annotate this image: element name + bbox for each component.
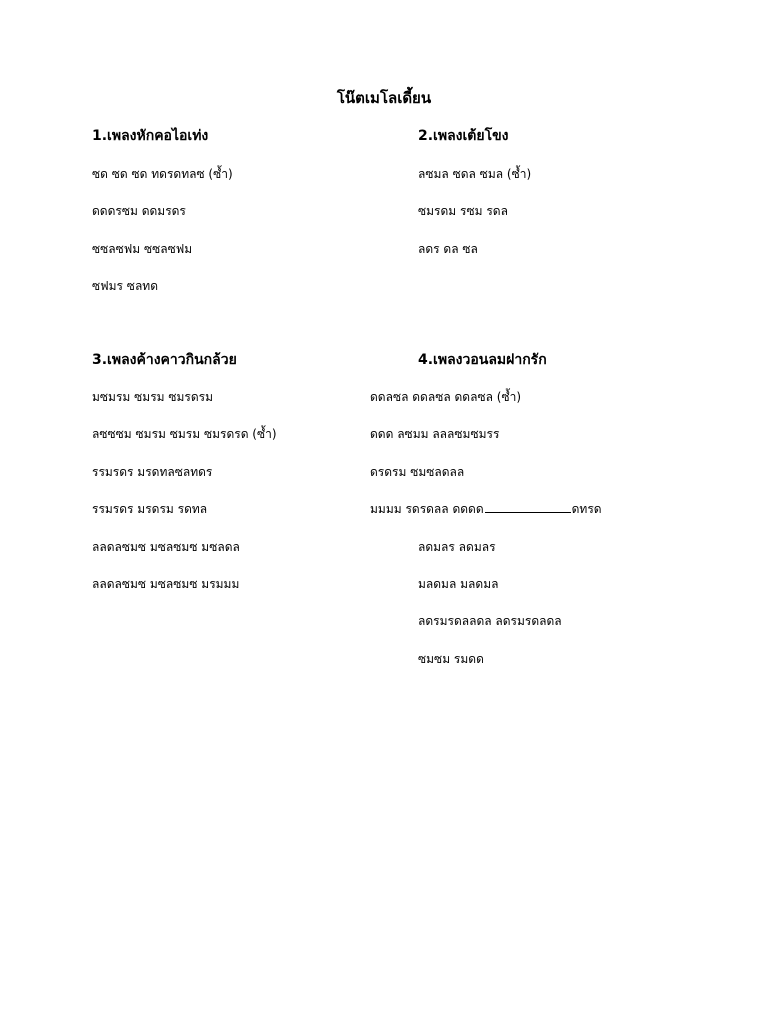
song-4-line-with-blank — [370, 500, 602, 518]
song-4-line: ซมซม รมดด — [418, 652, 484, 666]
song-1-heading: 1.เพลงหักคอไอเท่ง — [92, 128, 209, 144]
song-3-line: มซมรม ซมรม ซมรดรม — [92, 390, 214, 404]
song-1-line: ซซลซฟม ซซลซฟม — [92, 242, 193, 256]
song-3-line: ลลดลซมซ มซลซมซ มรมมม — [92, 577, 240, 591]
song-4-line: ลดมลร ลดมลร — [418, 540, 496, 554]
song-2-line: ซมรดม รซม รดล — [418, 204, 508, 218]
song-3-heading: 3.เพลงค้างคาวกินกล้วย — [92, 352, 237, 368]
song-4-line: ลดรมรดลลดล ลดรมรดลดล — [418, 614, 562, 628]
fill-in-blank-underline — [485, 500, 571, 513]
song-4-line: มลดมล มลดมล — [418, 577, 499, 591]
song-4-line-text: มมมม รดรดลล ดดดด — [370, 502, 484, 516]
song-3-line: ลซซซม ซมรม ซมรม ซมรดรด (ซ้ำ) — [92, 427, 277, 441]
song-1-line: ดดดรซม ดดมรดร — [92, 204, 186, 218]
song-1-line: ซด ซด ซด ทดรดทลซ (ซ้ำ) — [92, 167, 233, 181]
song-4-line: ดดด ลซมม ลลลซมซมรร — [370, 427, 500, 441]
song-2-line: ลดร ดล ซล — [418, 242, 478, 256]
song-2-heading: 2.เพลงเต้ยโขง — [418, 128, 509, 144]
song-3-line: รรมรดร มรดทลซลทดร — [92, 465, 213, 479]
song-4-line-text-after-blank: ดทรด — [571, 502, 602, 516]
song-4-heading: 4.เพลงวอนลมฝากรัก — [418, 352, 547, 368]
song-4-line: ดรดรม ซมซลดลล — [370, 465, 465, 479]
song-3-line: ลลดลซมซ มซลซมซ มซลดล — [92, 540, 240, 554]
song-3-line: รรมรดร มรดรม รดทล — [92, 502, 208, 516]
song-4-line: ดดลซล ดดลซล ดดลซล (ซ้ำ) — [370, 390, 522, 404]
page-title: โน๊ตเมโลเดี้ยน — [336, 89, 432, 107]
song-1-line: ซฟมร ซลทด — [92, 279, 159, 293]
song-2-line: ลซมล ซดล ซมล (ซ้ำ) — [418, 167, 532, 181]
